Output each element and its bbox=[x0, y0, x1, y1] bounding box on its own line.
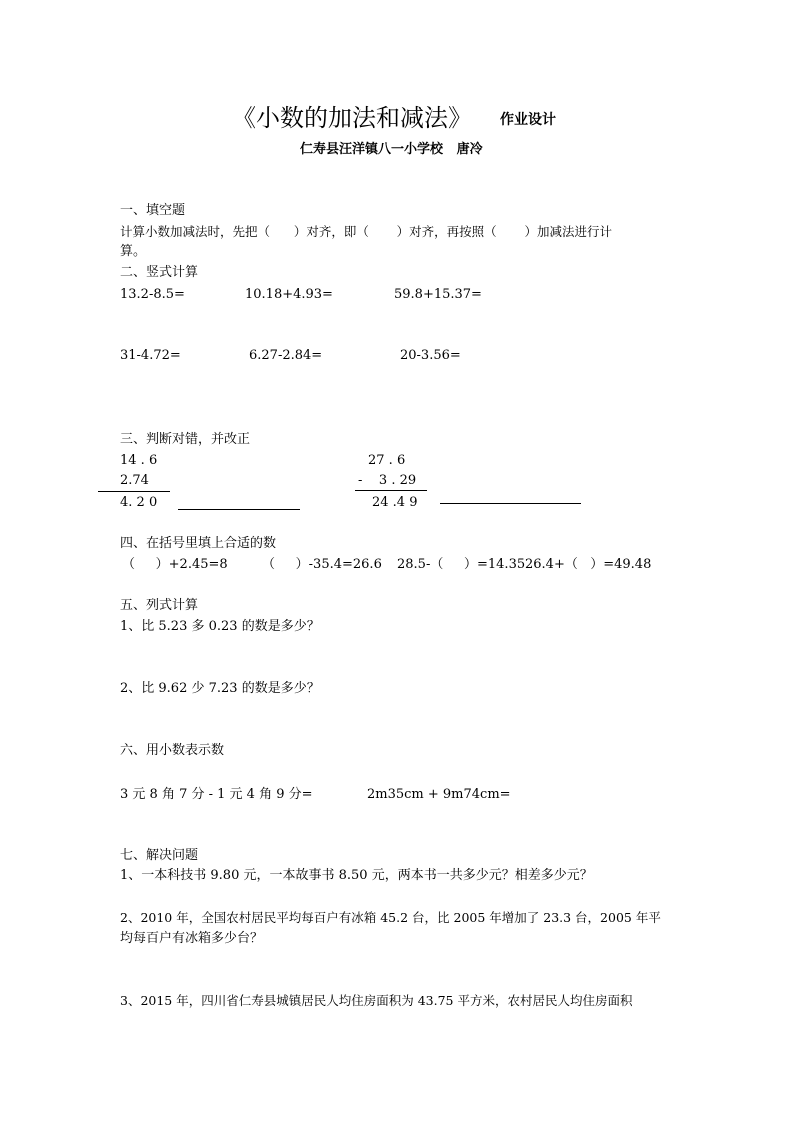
fill-item-2: （ ）-35.4=26.6 bbox=[262, 557, 382, 572]
right-calc-row2: - 3 . 29 bbox=[358, 473, 417, 488]
problem-2: 10.18+4.93= bbox=[245, 287, 333, 302]
section7-q2-line2: 均每百户有冰箱多少台？ bbox=[120, 931, 264, 946]
section7-q3-line1: 3、2015 年，四川省仁寿县城镇居民人均住房面积为 43.75 平方米，农村居民人均住房面积 bbox=[120, 993, 633, 1008]
left-calc-row1: 14 . 6 bbox=[120, 453, 158, 468]
problem-4: 31-4.72= bbox=[120, 348, 181, 363]
right-calc-row1: 27 . 6 bbox=[368, 453, 406, 468]
fill-item-3: 28.5-（ ）=14.35 bbox=[397, 557, 526, 572]
left-calc-row2: 2.74 bbox=[120, 473, 149, 488]
section1-line2: 算。 bbox=[120, 244, 147, 259]
section7-heading: 七、解决问题 bbox=[120, 848, 199, 863]
section2-heading: 二、竖式计算 bbox=[120, 265, 199, 280]
problem-5: 6.27-2.84= bbox=[249, 348, 323, 363]
section1-line1: 计算小数加减法时，先把（ ）对齐，即（ ）对齐，再按照（ ）加减法进行计 bbox=[120, 224, 612, 239]
section6-item2: 2m35cm + 9m74cm= bbox=[367, 787, 511, 802]
left-calc-result: 4. 2 0 bbox=[120, 495, 158, 510]
right-correction-line bbox=[440, 503, 581, 504]
section4-heading: 四、在括号里填上合适的数 bbox=[120, 536, 277, 551]
section6-heading: 六、用小数表示数 bbox=[120, 743, 225, 758]
fill-item-1: （ ）+2.45=8 bbox=[122, 557, 228, 572]
section5-q1: 1、比 5.23 多 0.23 的数是多少？ bbox=[120, 619, 320, 634]
problem-1: 13.2-8.5= bbox=[120, 287, 185, 302]
section3-heading: 三、判断对错，并改正 bbox=[120, 432, 251, 447]
section5-q2: 2、比 9.62 少 7.23 的数是多少？ bbox=[120, 681, 320, 696]
document-title-suffix: 作业设计 bbox=[500, 112, 556, 128]
section6-item1: 3 元 8 角 7 分 - 1 元 4 角 9 分= bbox=[120, 787, 313, 802]
document-title: 《小数的加法和减法》 bbox=[232, 104, 472, 132]
problem-6: 20-3.56= bbox=[400, 348, 461, 363]
author-line: 仁寿县汪洋镇八一小学校 唐冷 bbox=[300, 142, 483, 157]
problem-3: 59.8+15.37= bbox=[394, 287, 482, 302]
section7-q1: 1、一本科技书 9.80 元，一本故事书 8.50 元，两本书一共多少元？相差多少元？ bbox=[120, 868, 593, 883]
section7-q2-line1: 2、2010 年，全国农村居民平均每百户有冰箱 45.2 台，比 2005 年增加了 23.3 台，2005 年平 bbox=[120, 910, 661, 925]
left-calc-rule bbox=[98, 491, 170, 492]
left-correction-line bbox=[178, 509, 300, 510]
fill-item-4: 26.4+（ ）=49.48 bbox=[525, 557, 652, 572]
section5-heading: 五、列式计算 bbox=[120, 598, 199, 613]
right-calc-rule bbox=[355, 490, 427, 491]
section1-heading: 一、填空题 bbox=[120, 203, 186, 218]
right-calc-result: 24 .4 9 bbox=[372, 495, 418, 510]
